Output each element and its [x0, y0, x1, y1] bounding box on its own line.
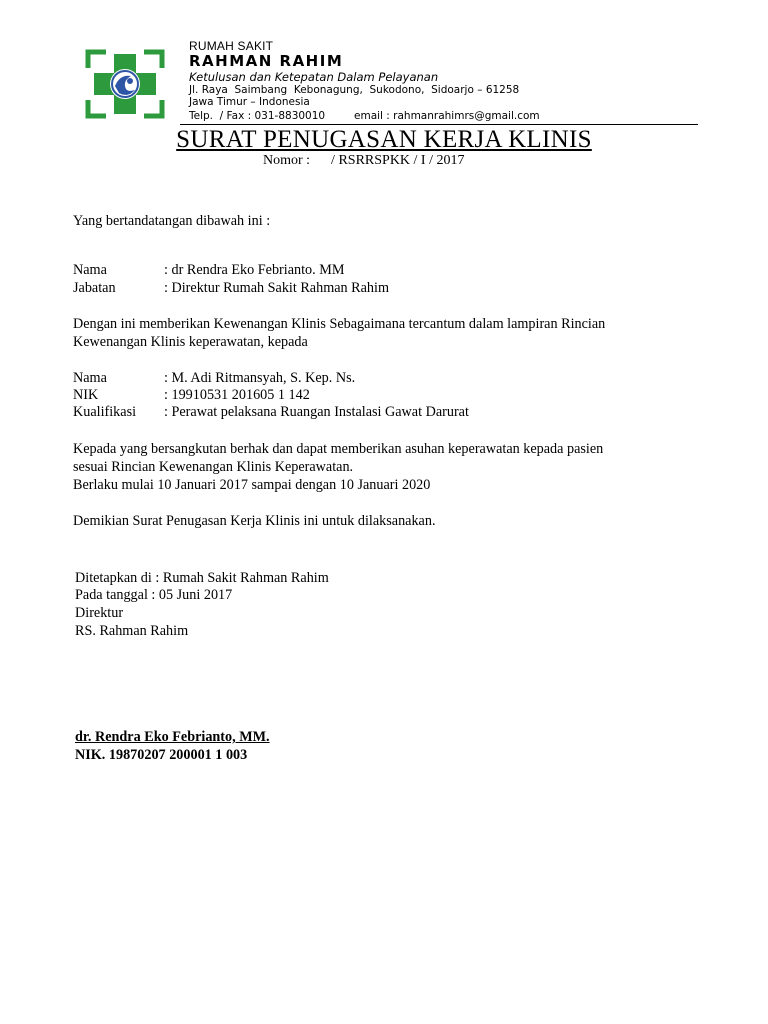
- recipient-kualifikasi-label: Kualifikasi: [73, 404, 137, 420]
- recipient-nik-label: NIK: [73, 387, 99, 403]
- recipient-kualifikasi-value: : Perawat pelaksana Ruangan Instalasi Gawat Darurat: [164, 404, 469, 420]
- document-number: Nomor : / RSRRSPKK / I / 2017: [263, 153, 465, 168]
- signatory-nik: NIK. 19870207 200001 1 003: [75, 747, 248, 763]
- letterhead-rumah-sakit: RUMAH SAKIT: [189, 39, 274, 53]
- rights-paragraph-line1: Kepada yang bersangkutan berhak dan dapat memberikan asuhan keperawatan kepada pasien: [73, 441, 604, 457]
- letterhead-address-line2: Jawa Timur – Indonesia: [189, 96, 310, 108]
- rights-paragraph-line2: sesuai Rincian Kewenangan Klinis Keperawatan.: [73, 459, 354, 475]
- document-title: SURAT PENUGASAN KERJA KLINIS: [176, 126, 592, 153]
- signatory-name: dr. Rendra Eko Febrianto, MM.: [75, 729, 270, 745]
- letterhead-address-line1: Jl. Raya Saimbang Kebonagung, Sukodono, Sidoarjo – 61258: [189, 84, 520, 96]
- issuer-position: Direktur: [75, 605, 124, 621]
- issuance-date: Pada tanggal : 05 Juni 2017: [75, 587, 233, 603]
- recipient-nik-value: : 19910531 201605 1 142: [164, 387, 310, 403]
- letterhead-phone: Telp. / Fax : 031-8830010: [189, 110, 326, 122]
- signer-nama-label: Nama: [73, 262, 107, 278]
- letterhead-tagline: Ketulusan dan Ketepatan Dalam Pelayanan: [189, 70, 439, 84]
- issuer-institution: RS. Rahman Rahim: [75, 623, 189, 639]
- grant-paragraph-line1: Dengan ini memberikan Kewenangan Klinis Sebagaimana tercantum dalam lampiran Rincian: [73, 316, 606, 332]
- grant-paragraph-line2: Kewenangan Klinis keperawatan, kepada: [73, 334, 308, 350]
- letterhead-email: email : rahmanrahimrs@gmail.com: [354, 110, 540, 122]
- letterhead-divider: [180, 124, 698, 125]
- recipient-nama-value: : M. Adi Ritmansyah, S. Kep. Ns.: [164, 370, 356, 386]
- intro-text: Yang bertandatangan dibawah ini :: [73, 213, 271, 229]
- signer-jabatan-label: Jabatan: [73, 280, 116, 296]
- signer-nama-value: : dr Rendra Eko Febrianto. MM: [164, 262, 345, 278]
- issuance-place: Ditetapkan di : Rumah Sakit Rahman Rahim: [75, 570, 329, 586]
- closing-statement: Demikian Surat Penugasan Kerja Klinis ini untuk dilaksanakan.: [73, 513, 436, 529]
- validity-period: Berlaku mulai 10 Januari 2017 sampai dengan 10 Januari 2020: [73, 477, 431, 493]
- letterhead-hospital-name: RAHMAN RAHIM: [189, 52, 344, 70]
- recipient-nama-label: Nama: [73, 370, 107, 386]
- signer-jabatan-value: : Direktur Rumah Sakit Rahman Rahim: [164, 280, 389, 296]
- hospital-logo: [84, 46, 166, 122]
